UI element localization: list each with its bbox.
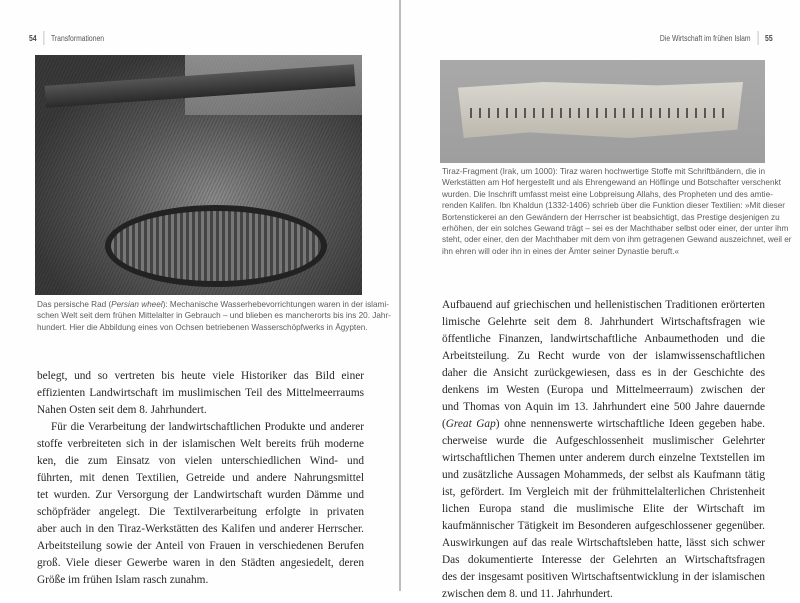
engraving-wheel [105,205,327,287]
body-text [37,368,364,589]
text-line: groß. Viele dieser Gewerbe waren in den Städten angesiedelt, deren [37,557,364,569]
tiraz-fragment-photo [440,60,765,163]
text-line: lichen Europa stand die muslimische Elite der Wirtschaft im [442,503,765,515]
page-number: 54 [29,33,37,43]
body-text [442,297,765,603]
text-line: des der insgesamt positiven Wirtschaftsentwicklung in der islamischen [442,571,765,583]
running-header-right [660,31,773,45]
text: ) ohne nennenswerte wirtschaftliche Ideen gegeben habe. [495,418,765,430]
caption-text: ): Mechanische Wasserhebevorrichtungen waren in der islami- [162,300,389,309]
caption-text: Das persische Rad ( [37,300,112,309]
figure-caption [442,166,792,257]
text-line: aber auch in den Tiraz-Werkstätten des Kalifen und anderer Herrscher. [37,523,364,535]
text-line: und Thomas von Aquin im 13. Jahrhundert eine 500 Jahre dauernde [442,401,765,413]
text-line: führten, mit denen Textilien, Getreide und andere Nahrungsmittel [37,472,364,484]
running-head: Die Wirtschaft im frühen Islam [660,33,751,43]
text-line: Aufbauend auf griechischen und hellenistischen Traditionen erörterten [442,299,765,311]
header-divider [43,31,44,45]
text-line: und zusätzliche Aussagen Mohammeds, der selbst als Kaufmann tätig [442,469,765,481]
text-line: denkens im Westen (Europa und Mittelmeerraum) zwischen der [442,384,765,396]
text-line: tet wurden. Zur Versorgung der Landwirtschaft wurden Dämme und [37,489,364,501]
text-line: Arbeitsteilung. Zu Recht wurde von der islamwissenschaftlichen [442,350,765,362]
persian-wheel-engraving [35,55,362,295]
text-line: wirtschaftlichen Themen unter anderem durch einzelne Textstellen im [442,452,765,464]
text-line: wurden. Die Inschrift umfasst meist eine Lobpreisung Allahs, des Propheten und des amtie- [442,189,773,199]
text-line: steht, oder einer, den der Machthaber mit dem von ihm getragenen Gewand auszeichnet, weil er [442,235,792,245]
page-number: 55 [765,33,773,43]
text-line: öffentliche Finanzen, landwirtschaftliche Anbaumethoden und die [442,333,765,345]
text-line [442,416,765,433]
text-line: Für die Verarbeitung der landwirtschaftlichen Produkte und anderer [51,421,364,433]
italic-term: Great Gap [445,418,496,430]
text-line: Tiraz-Fragment (Irak, um 1000): Tiraz waren hochwertige Stoffe mit Schriftbändern, die in [442,167,766,176]
text-line: Das dokumentierte Interesse der Gelehrten an Wirtschaftsfragen [442,554,765,566]
text-line: kaufmännischer Tätigkeit im Besonderen aufgeschlossener gegenüber. [442,520,765,532]
text-line: Nahen Osten seit dem 8. Jahrhundert. [37,404,207,416]
text-line: renden Kalifen. Ibn Khaldun (1332-1406) schrieb über die Funktion dieser Textilien: »Mit dieser [442,201,786,211]
text-line: Arbeitsteilung sowie der Anteil von Frauen in verschiedenen Berufen [37,540,364,552]
text-line: ihn ehren will oder ihn in eines der Ämter seiner Dynastie beruft.« [442,246,680,256]
left-page [0,0,400,591]
caption-italic: Persian wheel [111,300,163,309]
text-line: limische Gelehrte seit dem 8. Jahrhundert Wirtschaftsfragen wie [442,316,765,328]
text-line: ken, die zum Einsatz von vielen unterschiedlichen Wind- und [37,455,364,467]
running-head: Transformationen [51,33,105,43]
inscription-band [470,108,725,118]
text-line: stoffe verbreiteten sich in der islamischen Welt bereits früh moderne [37,438,364,450]
text-line: Größe im frühen Islam rasch zunahm. [37,574,209,586]
caption-line: hundert. Hier die Abbildung eines von Ochsen betriebenen Wasserschöpfwerks in Ägypten. [37,322,368,332]
text-line: cherweise wurde die Aufgeschlossenheit muslimischer Gelehrter [442,435,765,447]
text-line: ist, gefördert. Im Vergleich mit der frühmittelalterlichen Christenheit [442,486,765,498]
text-line: erhöhen, der ein solches Gewand trägt – sei es der Machthaber selbst oder einer, der unter ihm [442,224,789,234]
text-line: daher die Ansicht zurückgewiesen, dass es in der Geschichte des [442,367,765,379]
figure-caption [37,299,391,333]
text-line: belegt, und so vertreten bis heute viele Historiker das Bild einer [37,370,364,382]
text-line: zwischen dem 8. und 11. Jahrhundert. [442,588,613,600]
caption-line: schen Welt seit dem frühen Mittelalter in Gebrauch – und blieben es mancherorts bis ins 20. Jahr- [37,311,391,321]
header-divider [758,31,759,45]
text-line: Werkstätten am Hof hergestellt und als Ehrengewand an Höflinge und Botschafter verschenkt [442,178,781,188]
text-line: Bortenstickerei an den Gewändern der Herrscher ist beabsichtigt, das Prestige desjenigen zu [442,212,780,222]
running-header-left [29,31,104,45]
text-line: Auswirkungen auf das reale Wirtschaftsleben hatte, lässt sich schwer [442,537,765,549]
text: ( [442,418,446,430]
text-line: schöpfräder angelegt. Die Textilverarbeitung erfolgte in privaten [37,506,364,518]
text-line: effizienten Landwirtschaft im muslimischen Teil des Mittelmeerraums [37,387,364,399]
